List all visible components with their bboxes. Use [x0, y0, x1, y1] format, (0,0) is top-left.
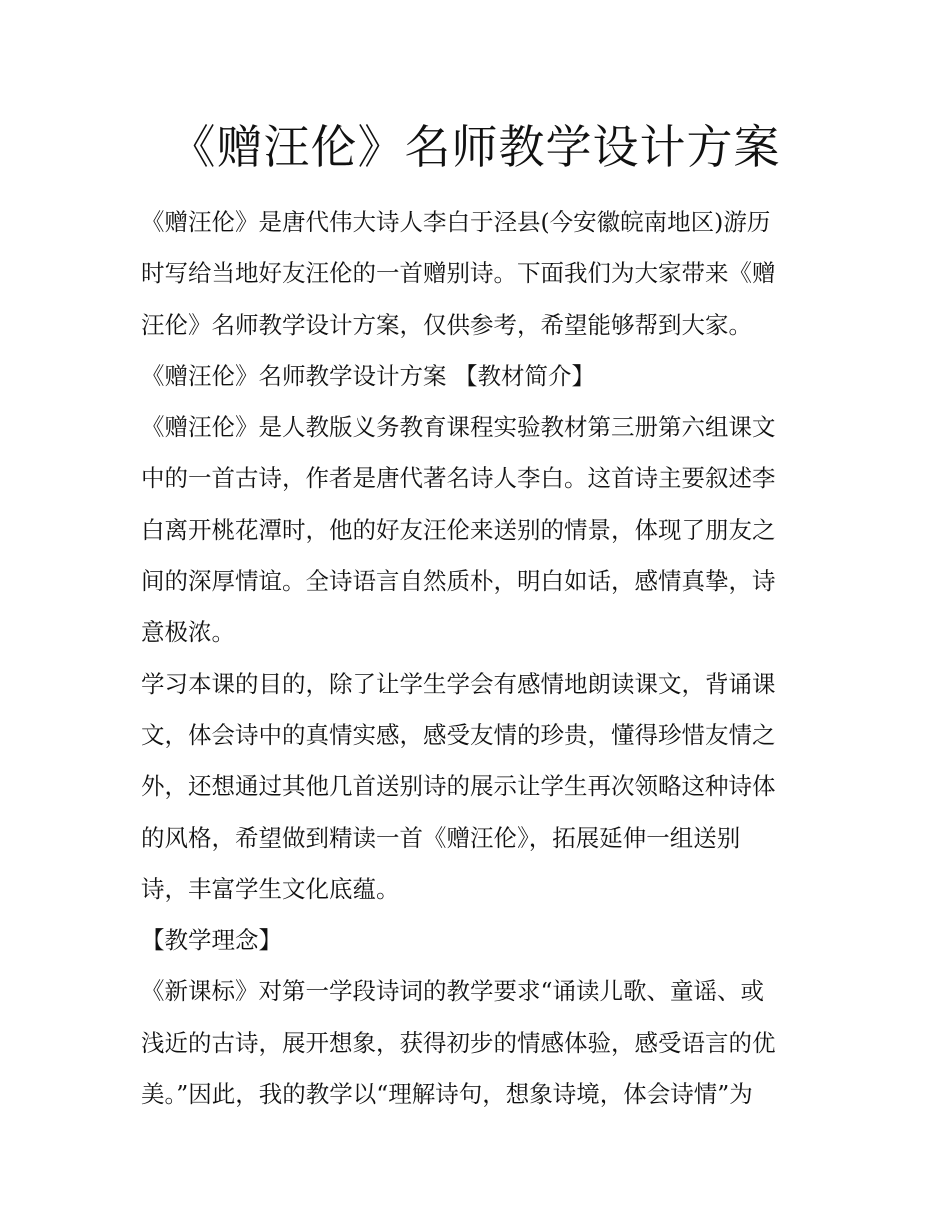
text-line: 诗，丰富学生文化底蕴。: [141, 874, 400, 903]
text-line: 文，体会诗中的真情实感，感受友情的珍贵，懂得珍惜友情之: [141, 720, 776, 749]
text-line: 美。”因此，我的教学以“理解诗句，想象诗境，体会诗情”为: [141, 1080, 753, 1109]
philosophy-paragraph: [141, 966, 813, 1120]
purpose-paragraph: [141, 659, 813, 915]
text-line: 《赠汪伦》是唐代伟大诗人李白于泾县(今安徽皖南地区)游历: [141, 208, 771, 236]
text-line: 浅近的古诗，展开想象，获得初步的情感体验，感受语言的优: [141, 1028, 776, 1057]
text-line: 时写给当地好友汪伦的一首赠别诗。下面我们为大家带来《赠: [141, 259, 776, 288]
text-line: 的风格，希望做到精读一首《赠汪伦》，拓展延伸一组送别: [141, 823, 741, 852]
text-line: 学习本课的目的，除了让学生学会有感情地朗读课文，背诵课: [141, 669, 776, 698]
text-line: 中的一首古诗，作者是唐代著名诗人李白。这首诗主要叙述李: [141, 464, 776, 493]
section-heading: 【教学理念】: [141, 926, 282, 955]
section-heading-textbook: [141, 351, 813, 402]
document-title: 《赠汪伦》名师教学设计方案: [169, 120, 781, 174]
section-heading-philosophy: [141, 915, 813, 966]
text-line: 《新课标》对第一学段诗词的教学要求“诵读儿歌、童谣、或: [141, 977, 765, 1006]
text-line: 白离开桃花潭时，他的好友汪伦来送别的情景，体现了朋友之: [141, 515, 776, 544]
text-line: 外，还想通过其他几首送别诗的展示让学生再次领略这种诗体: [141, 772, 776, 801]
intro-paragraph: [141, 197, 813, 351]
textbook-paragraph: [141, 402, 813, 658]
text-line: 汪伦》名师教学设计方案，仅供参考，希望能够帮到大家。: [141, 310, 752, 339]
text-line: 意极浓。: [141, 618, 235, 647]
section-heading: 《赠汪伦》名师教学设计方案 【教材简介】: [141, 361, 595, 390]
document-body: [141, 197, 813, 1120]
text-line: 间的深厚情谊。全诗语言自然质朴，明白如话，感情真挚，诗: [141, 567, 776, 596]
text-line: 《赠汪伦》是人教版义务教育课程实验教材第三册第六组课文: [141, 413, 776, 442]
